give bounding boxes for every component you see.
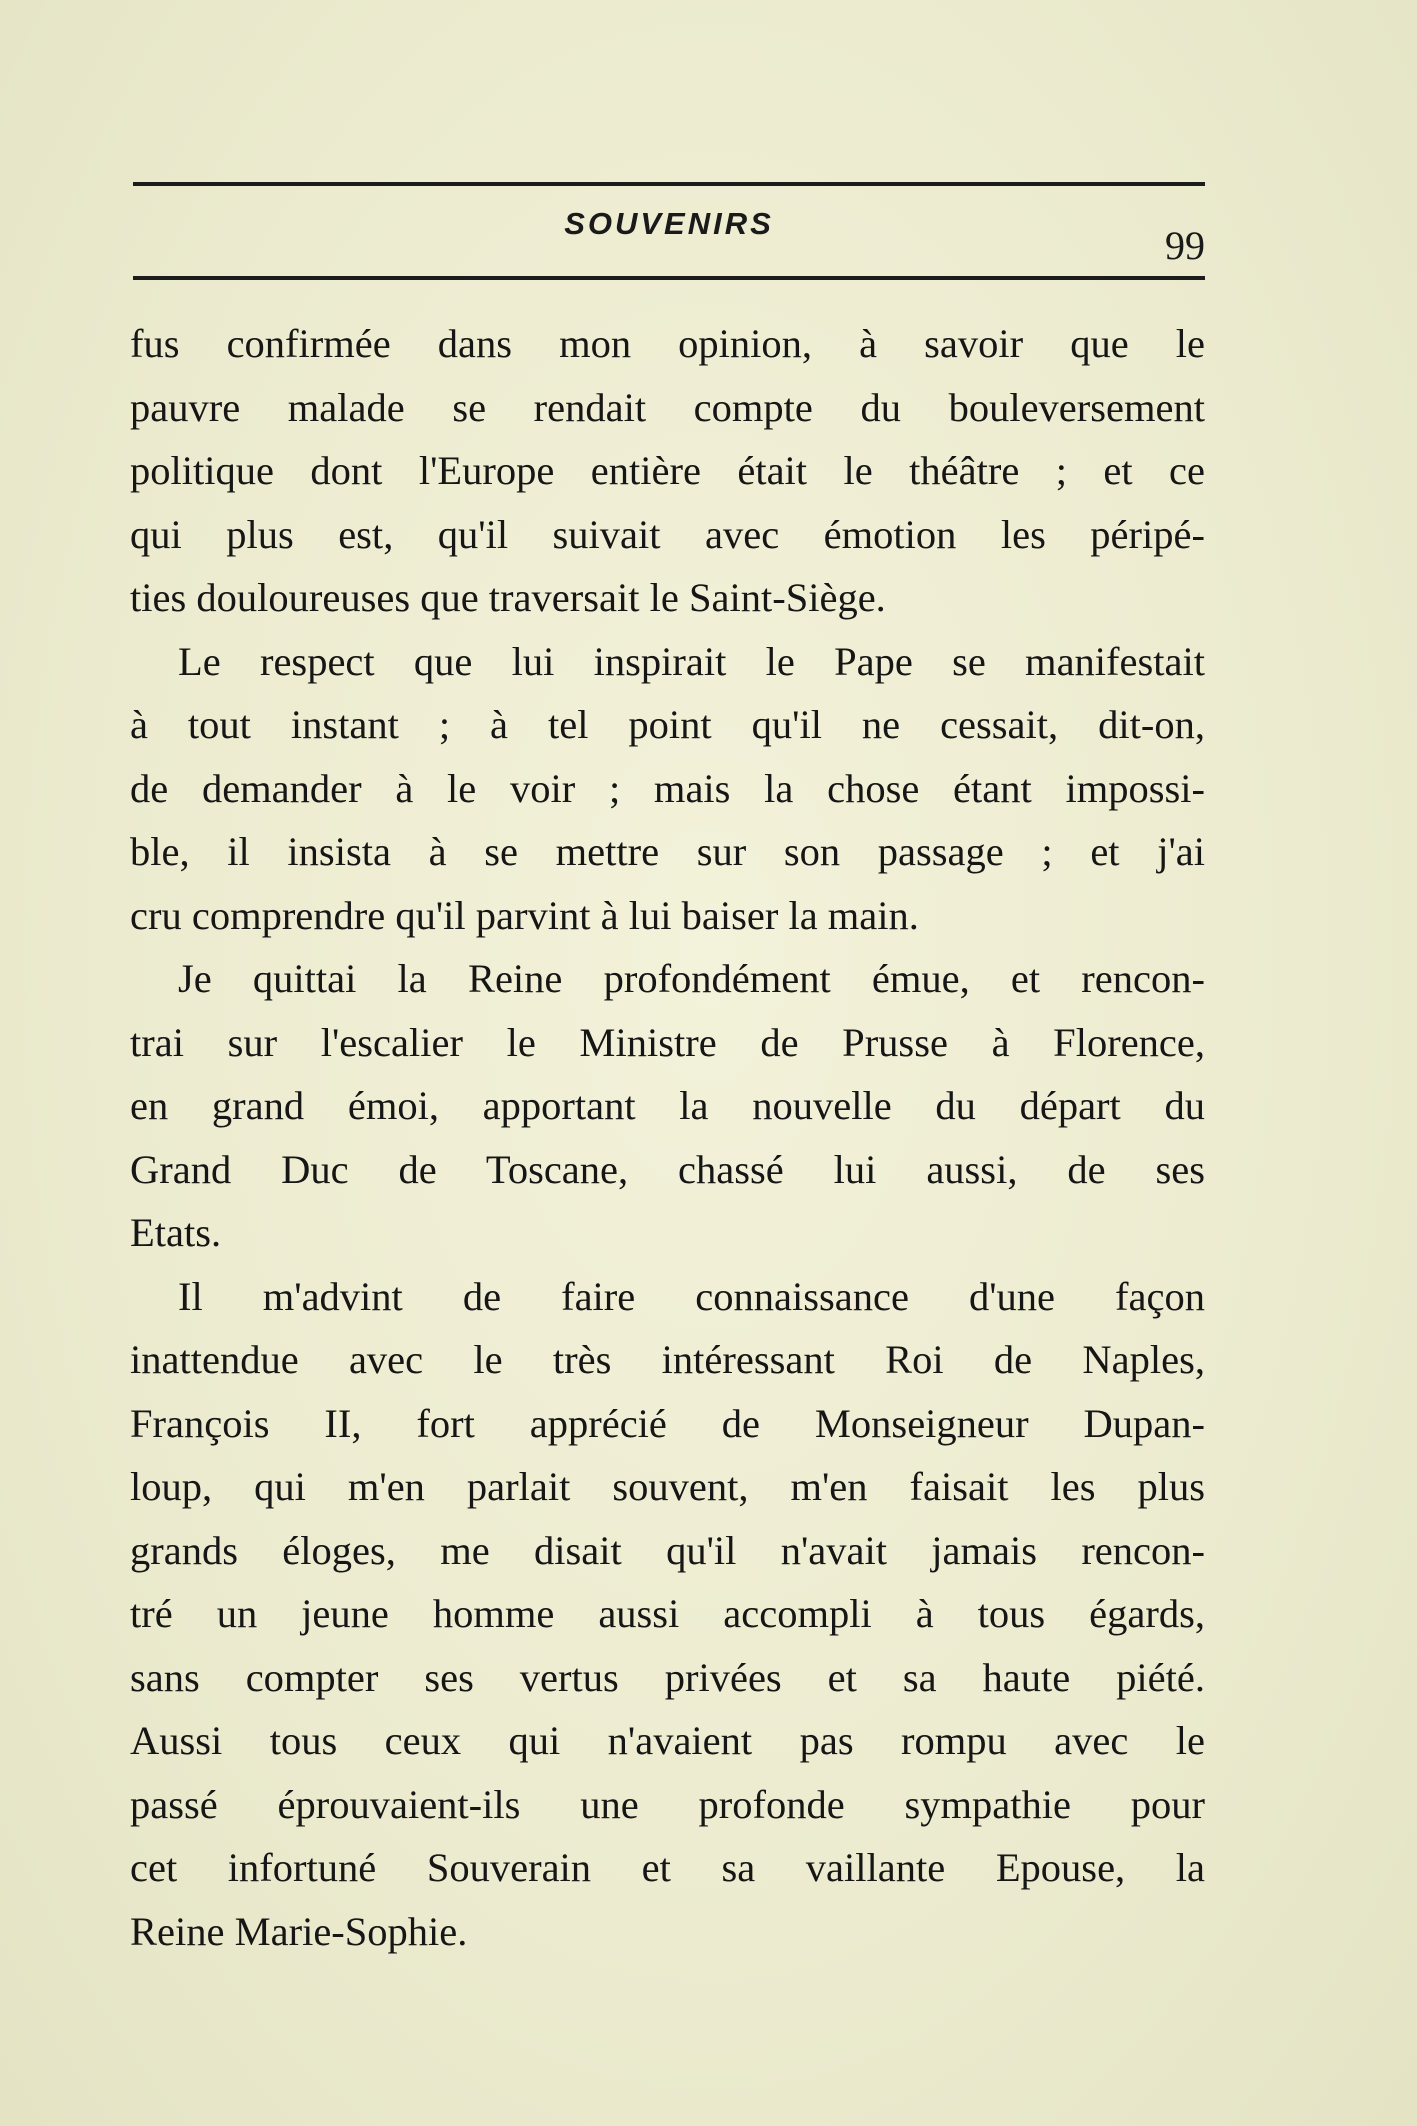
paragraph-2	[130, 630, 1205, 948]
text-line: François II, fort apprécié de Monseigneur Dupan-	[130, 1400, 1205, 1446]
header-rule-bottom	[133, 276, 1205, 280]
header-rule-top	[133, 182, 1205, 186]
text-line: de demander à le voir ; mais la chose étant impossi-	[130, 765, 1205, 811]
text-line: cru comprendre qu'il parvint à lui baiser la main.	[130, 892, 919, 938]
body-text	[130, 312, 1205, 1963]
text-line: Le respect que lui inspirait le Pape se manifestait	[178, 638, 1205, 684]
text-line: Grand Duc de Toscane, chassé lui aussi, de ses	[130, 1146, 1205, 1192]
text-line: à tout instant ; à tel point qu'il ne cessait, dit-on,	[130, 702, 1205, 747]
text-line: Etats.	[130, 1210, 222, 1255]
text-line: passé éprouvaient-ils une profonde sympathie pour	[130, 1781, 1205, 1827]
text-line: inattendue avec le très intéressant Roi de Naples,	[130, 1337, 1205, 1382]
text-line: ties douloureuses que traversait le Saint-Siège.	[130, 575, 886, 620]
text-line: politique dont l'Europe entière était le théâtre ; et ce	[130, 448, 1205, 493]
text-line: loup, qui m'en parlait souvent, m'en faisait les plus	[130, 1464, 1205, 1509]
text-line: Aussi tous ceux qui n'avaient pas rompu avec le	[130, 1718, 1205, 1763]
text-line: Reine Marie-Sophie.	[130, 1908, 468, 1954]
text-line: pauvre malade se rendait compte du bouleversement	[130, 384, 1205, 430]
text-line: sans compter ses vertus privées et sa haute piété.	[130, 1654, 1205, 1700]
paragraph-4	[130, 1265, 1205, 1964]
text-line: fus confirmée dans mon opinion, à savoir que le	[130, 321, 1205, 366]
text-line: cet infortuné Souverain et sa vaillante Epouse, la	[130, 1845, 1205, 1890]
text-line: Je quittai la Reine profondément émue, et rencon-	[178, 956, 1205, 1001]
page-number: 99	[1165, 223, 1205, 268]
text-line: ble, il insista à se mettre sur son passage ; et j'ai	[130, 829, 1205, 874]
text-line: trai sur l'escalier le Ministre de Prusse à Florence,	[130, 1019, 1205, 1065]
text-line: tré un jeune homme aussi accompli à tous égards,	[130, 1591, 1205, 1636]
text-line: en grand émoi, apportant la nouvelle du départ du	[130, 1083, 1205, 1128]
text-line: grands éloges, me disait qu'il n'avait jamais rencon-	[130, 1527, 1205, 1573]
text-line: qui plus est, qu'il suivait avec émotion les péripé-	[130, 511, 1205, 557]
paragraph-3	[130, 947, 1205, 1265]
text-line: Il m'advint de faire connaissance d'une façon	[178, 1273, 1205, 1319]
running-title: SOUVENIRS	[564, 206, 774, 241]
paragraph-1	[130, 312, 1205, 630]
